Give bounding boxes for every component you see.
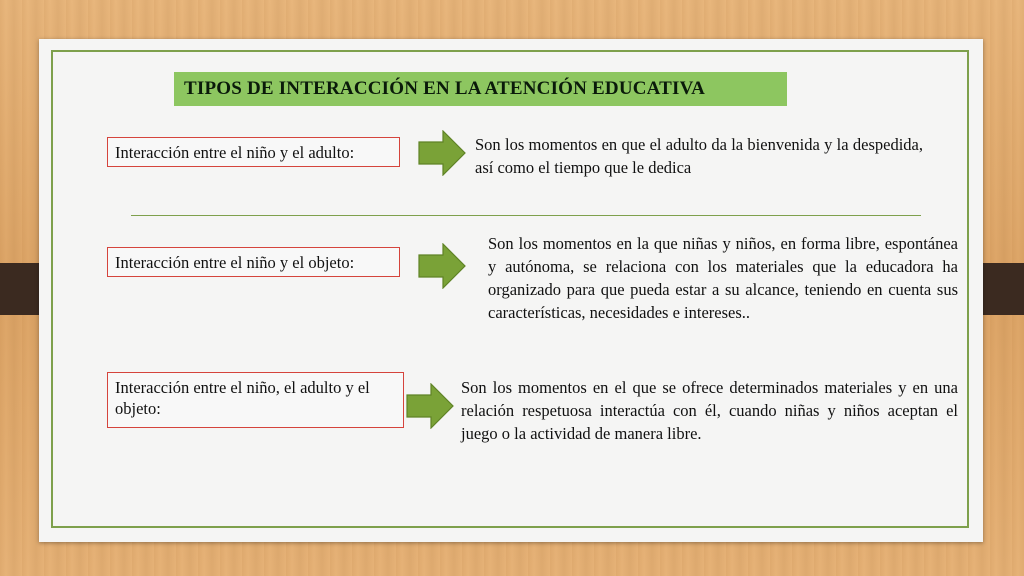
right-arrow-icon	[405, 383, 455, 429]
description-adult-object: Son los momentos en el que se ofrece determinados materiales y en una relación respetuosa interactúa con él, cuando niñas y niños aceptan el juego o la actividad de manera libre.	[461, 378, 958, 443]
slide-frame	[51, 50, 969, 528]
right-arrow-icon	[417, 243, 467, 289]
description-object: Son los momentos en la que niñas y niños, en forma libre, espontánea y autónoma, se relaciona con los materiales que la educadora ha organizado para que pueda estar a su alcance, teniendo en cuenta sus características, necesidades e intereses..	[488, 234, 958, 322]
label-box-adult-object: Interacción entre el niño, el adulto y el objeto:	[107, 372, 404, 428]
label-box-adult: Interacción entre el niño y el adulto:	[107, 137, 400, 167]
description-adult: Son los momentos en que el adulto da la bienvenida y la despedida, así como el tiempo que le dedica	[475, 135, 923, 177]
slide-title: TIPOS DE INTERACCIÓN EN LA ATENCIÓN EDUCATIVA	[174, 72, 787, 106]
label-box-object: Interacción entre el niño y el objeto:	[107, 247, 400, 277]
slide-paper	[39, 39, 983, 542]
section-divider	[131, 215, 921, 216]
right-arrow-icon	[417, 130, 467, 176]
